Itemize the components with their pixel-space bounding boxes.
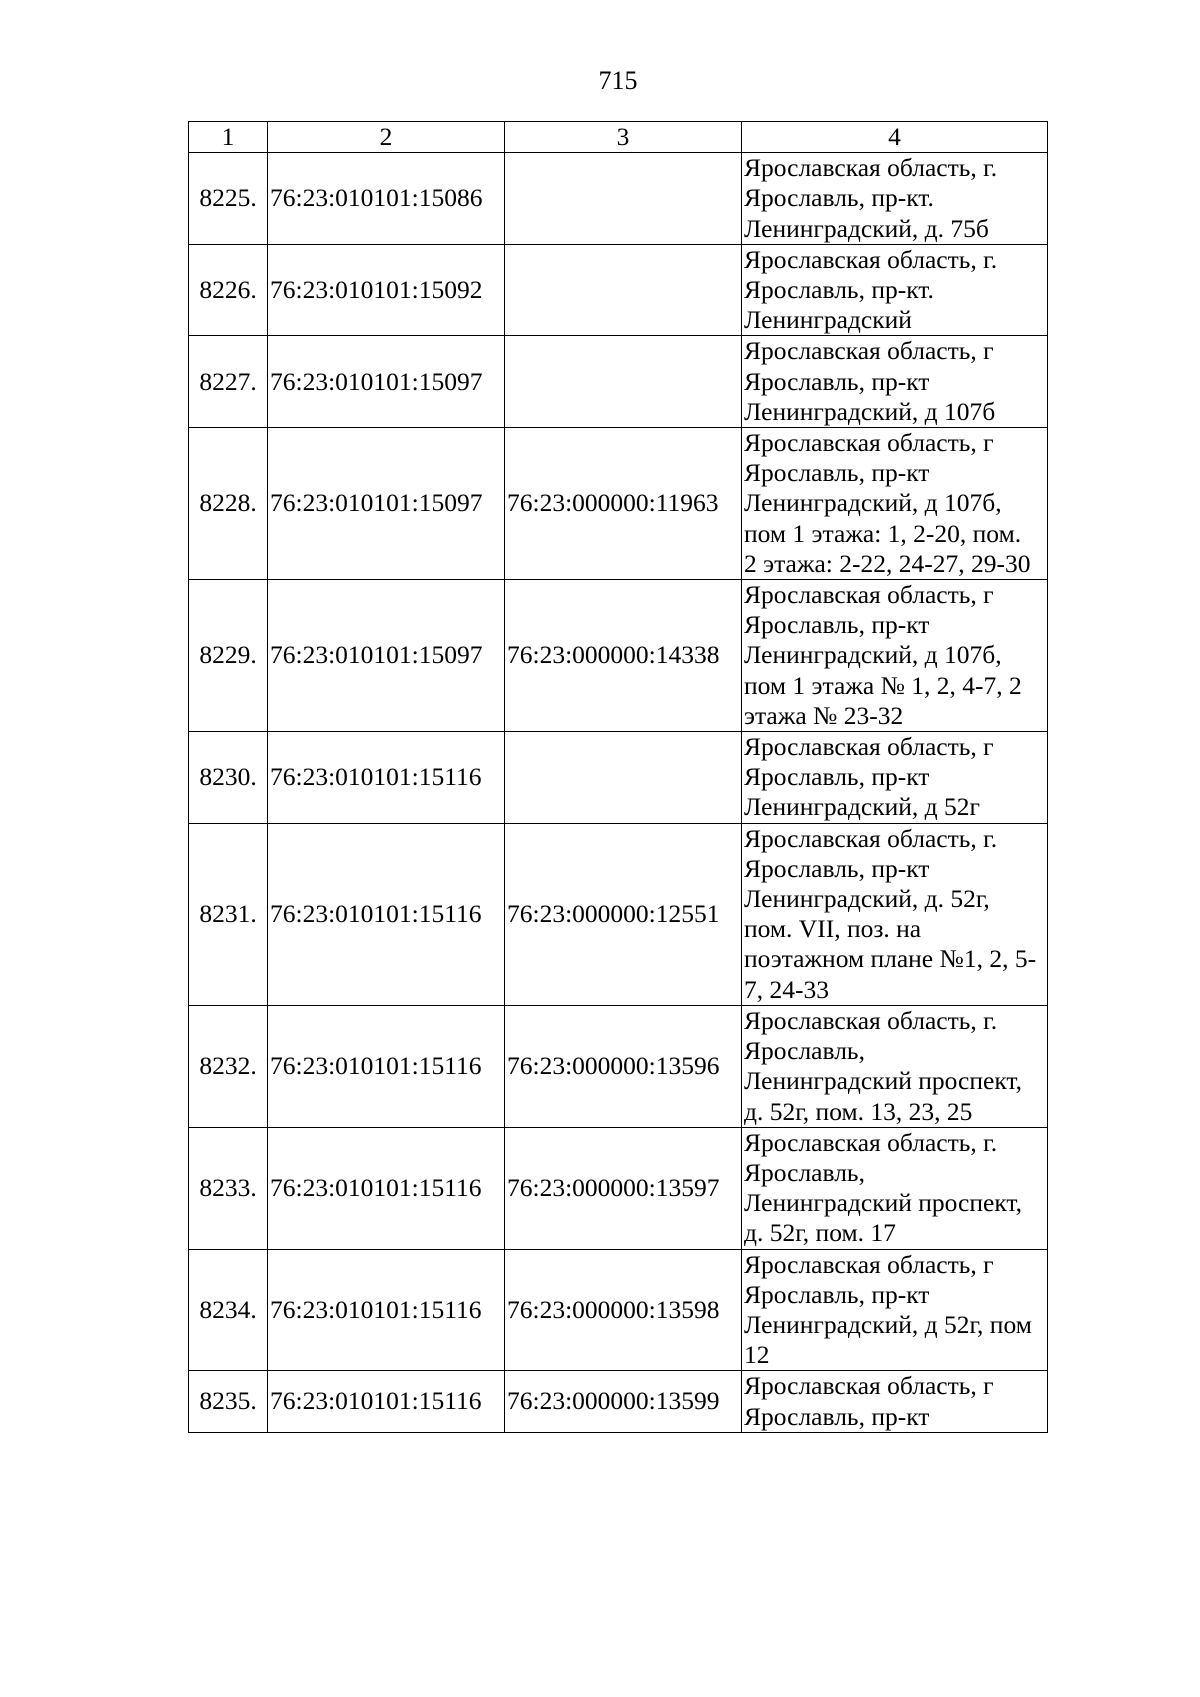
cadastral-number: 76:23:010101:15092: [268, 244, 505, 336]
address-line: 12: [744, 1340, 770, 1370]
address-line: Ярославль, пр-кт: [744, 610, 930, 640]
address-line: Ярославская область, г.: [744, 1127, 998, 1157]
address-line: Ленинградский, д 107б: [744, 396, 996, 426]
row-number: 8229.: [189, 580, 268, 732]
address-line: Ленинградский, д 52г: [744, 792, 980, 822]
table-row: [189, 732, 1048, 824]
row-number: 8226.: [189, 244, 268, 336]
row-number: 8234.: [189, 1249, 268, 1371]
table-header: [189, 122, 1048, 153]
table-row: [189, 428, 1048, 580]
address-cell: [742, 580, 1048, 732]
address-cell: [742, 1127, 1048, 1249]
address-line: Ярославская область, г.: [744, 1005, 998, 1035]
cadastral-number: 76:23:010101:15097: [268, 428, 505, 580]
related-cadastral-number: 76:23:000000:12551: [505, 823, 742, 1005]
address-line: Ярославль, пр-кт: [744, 853, 930, 883]
address-line: Ярославская область, г: [744, 732, 994, 762]
table-row: [189, 1005, 1048, 1127]
column-header-1: 1: [189, 122, 268, 153]
cadastral-number: 76:23:010101:15097: [268, 580, 505, 732]
address-line: Ярославль, пр-кт.: [744, 183, 934, 213]
cadastral-number: 76:23:010101:15116: [268, 823, 505, 1005]
address-cell: [742, 244, 1048, 336]
address-line: д. 52г, пом. 13, 23, 25: [744, 1096, 973, 1126]
related-cadastral-number: 76:23:000000:13596: [505, 1005, 742, 1127]
row-number: 8230.: [189, 732, 268, 824]
address-line: пом 1 этажа № 1, 2, 4-7, 2: [744, 670, 1022, 700]
related-cadastral-number: 76:23:000000:13599: [505, 1371, 742, 1432]
table-row: [189, 1249, 1048, 1371]
table-row: [189, 1127, 1048, 1249]
related-cadastral-number: [505, 732, 742, 824]
address-line: 7, 24-33: [744, 974, 829, 1004]
cadastral-number: 76:23:010101:15097: [268, 336, 505, 428]
row-number: 8235.: [189, 1371, 268, 1432]
address-line: Ленинградский, д. 75б: [744, 213, 989, 243]
address-line: Ленинградский: [744, 305, 912, 335]
column-header-2: 2: [268, 122, 505, 153]
column-header-4: 4: [742, 122, 1048, 153]
address-line: Ярославль,: [744, 1157, 865, 1187]
address-line: Ярославль, пр-кт: [744, 458, 930, 488]
address-line: пом 1 этажа: 1, 2-20, пом.: [744, 518, 1022, 548]
row-number: 8232.: [189, 1005, 268, 1127]
address-line: пом. VII, поз. на: [744, 914, 922, 944]
address-cell: [742, 732, 1048, 824]
table-row: [189, 823, 1048, 1005]
address-line: Ярославль, пр-кт: [744, 1279, 930, 1309]
row-number: 8227.: [189, 336, 268, 428]
row-number: 8225.: [189, 153, 268, 245]
address-cell: [742, 823, 1048, 1005]
related-cadastral-number: 76:23:000000:11963: [505, 428, 742, 580]
address-line: Ярославль, пр-кт.: [744, 275, 934, 305]
table-body: [189, 153, 1048, 1433]
cadastral-number: 76:23:010101:15086: [268, 153, 505, 245]
address-line: 2 этажа: 2-22, 24-27, 29-30: [744, 548, 1031, 578]
related-cadastral-number: [505, 244, 742, 336]
row-number: 8231.: [189, 823, 268, 1005]
address-line: Ленинградский, д 52г, пом: [744, 1309, 1032, 1339]
address-line: Ярославская область, г: [744, 1249, 994, 1279]
cadastral-number: 76:23:010101:15116: [268, 1249, 505, 1371]
row-number: 8233.: [189, 1127, 268, 1249]
column-header-3: 3: [505, 122, 742, 153]
address-cell: [742, 1249, 1048, 1371]
related-cadastral-number: 76:23:000000:13598: [505, 1249, 742, 1371]
related-cadastral-number: 76:23:000000:13597: [505, 1127, 742, 1249]
page-number: 715: [598, 66, 638, 95]
address-line: Ярославль,: [744, 1036, 865, 1066]
address-line: этажа № 23-32: [744, 700, 904, 730]
cadastral-number: 76:23:010101:15116: [268, 1127, 505, 1249]
address-line: Ярославль, пр-кт: [744, 762, 930, 792]
address-line: Ленинградский, д 107б,: [744, 640, 1002, 670]
address-line: д. 52г, пом. 17: [744, 1218, 896, 1248]
table-row: [189, 244, 1048, 336]
row-number: 8228.: [189, 428, 268, 580]
address-cell: [742, 336, 1048, 428]
address-cell: [742, 1005, 1048, 1127]
cadastral-number: 76:23:010101:15116: [268, 1005, 505, 1127]
related-cadastral-number: 76:23:000000:14338: [505, 580, 742, 732]
table-row: [189, 336, 1048, 428]
address-cell: [742, 428, 1048, 580]
address-line: Ярославская область, г.: [744, 823, 998, 853]
address-line: Ярославская область, г: [744, 428, 994, 458]
cadastral-number: 76:23:010101:15116: [268, 732, 505, 824]
address-cell: [742, 1371, 1048, 1432]
address-line: поэтажном плане №1, 2, 5-: [744, 944, 1037, 974]
address-cell: [742, 153, 1048, 245]
table-row: [189, 580, 1048, 732]
address-line: Ярославская область, г: [744, 580, 994, 610]
address-line: Ярославская область, г: [744, 1371, 994, 1401]
registry-table: [188, 121, 1048, 1433]
table-row: [189, 153, 1048, 245]
related-cadastral-number: [505, 336, 742, 428]
address-line: Ярославская область, г.: [744, 244, 998, 274]
address-line: Ленинградский проспект,: [744, 1188, 1022, 1218]
address-line: Ярославль, пр-кт: [744, 366, 930, 396]
address-line: Ленинградский проспект,: [744, 1066, 1022, 1096]
address-line: Ленинградский, д. 52г,: [744, 884, 990, 914]
address-line: Ярославская область, г: [744, 336, 994, 366]
address-line: Ленинградский, д 107б,: [744, 488, 1002, 518]
address-line: Ярославская область, г.: [744, 153, 998, 183]
related-cadastral-number: [505, 153, 742, 245]
address-line: Ярославль, пр-кт: [744, 1401, 930, 1431]
header-row: [189, 122, 1048, 153]
table-row: [189, 1371, 1048, 1432]
cadastral-number: 76:23:010101:15116: [268, 1371, 505, 1432]
